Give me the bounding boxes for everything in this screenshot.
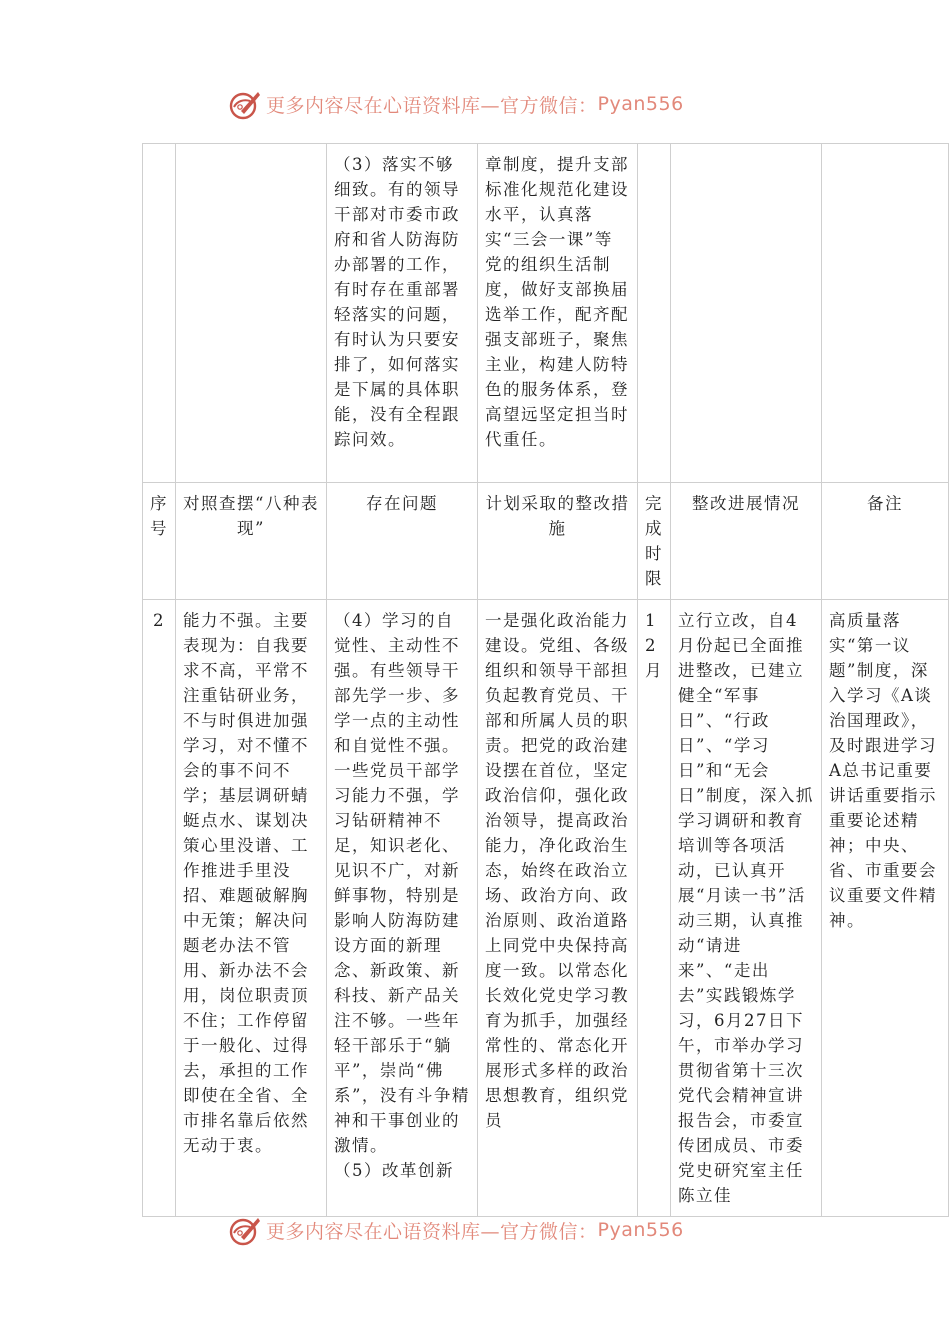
cell-seq: 2 <box>143 600 176 1217</box>
cell-seq <box>143 144 176 483</box>
cell-deadline <box>638 144 671 483</box>
cell-note <box>822 144 949 483</box>
watermark-banner-top <box>228 86 684 122</box>
cell-deadline: 12月 <box>638 600 671 1217</box>
watermark-code: Pyan556 <box>597 1219 684 1241</box>
cell-measures: 章制度，提升支部标准化规范化建设水平，认真落实“三会一课”等党的组织生活制度，做好支部换届选举工作，配齐配强支部班子，聚焦主业，构建人防特色的服务体系，登高望远坚定担当时代重任。 <box>478 144 638 483</box>
cell-expression <box>176 144 327 483</box>
header-measures: 计划采取的整改措施 <box>478 483 638 600</box>
cell-expression: 能力不强。主要表现为：自我要求不高，平常不注重钻研业务，不与时俱进加强学习，对不懂不会的事不问不学；基层调研蜻蜓点水、谋划决策心里没谱、工作推进手里没招、难题破解胸中无策；解决问题老办法不管用、新办法不会用，岗位职责顶不住；工作停留于一般化、过得去，承担的工作即使在全省、全市排名靠后依然无动于衷。 <box>176 600 327 1217</box>
table-row-continued <box>143 144 949 483</box>
header-note: 备注 <box>822 483 949 600</box>
watermark-banner-bottom <box>228 1212 684 1248</box>
pen-logo-icon <box>228 1213 262 1247</box>
header-problem: 存在问题 <box>327 483 478 600</box>
cell-problem: （3）落实不够细致。有的领导干部对市委市政府和省人防海防办部署的工作，有时存在重部署轻落实的问题，有时认为只要安排了，如何落实是下属的具体职能，没有全程跟踪问效。 <box>327 144 478 483</box>
rectification-table <box>142 143 949 1217</box>
header-seq: 序号 <box>143 483 176 600</box>
cell-problem: （4）学习的自觉性、主动性不强。有些领导干部先学一步、多学一点的主动性和自觉性不强。一些党员干部学习能力不强，学习钻研精神不足，知识老化、见识不广，对新鲜事物，特别是影响人防海防建设方面的新理念、新政策、新科技、新产品关注不够。一些年轻干部乐于“躺平”，崇尚“佛系”，没有斗争精神和干事创业的激情。 （5）改革创新 <box>327 600 478 1217</box>
cell-progress: 立行立改，自4月份起已全面推进整改，已建立健全“军事日”、“行政日”、“学习日”和“无会日”制度，深入抓学习调研和教育培训等各项活动，已认真开展“月读一书”活动三期，认真推动“请进来”、“走出去”实践锻炼学习，6月27日下午，市举办学习贯彻省第十三次党代会精神宣讲报告会，市委宣传团成员、市委党史研究室主任陈立佳 <box>671 600 822 1217</box>
header-deadline: 完成时限 <box>638 483 671 600</box>
cell-note: 高质量落实“第一议题”制度，深入学习《A谈治国理政》，及时跟进学习A总书记重要讲话重要指示重要论述精神；中央、省、市重要会议重要文件精神。 <box>822 600 949 1217</box>
header-expression: 对照查摆“八种表现” <box>176 483 327 600</box>
watermark-text: 更多内容尽在心语资料库—官方微信： <box>266 1220 598 1243</box>
header-progress: 整改进展情况 <box>671 483 822 600</box>
watermark-text: 更多内容尽在心语资料库—官方微信： <box>266 94 598 117</box>
table-row-2 <box>143 600 949 1217</box>
cell-progress <box>671 144 822 483</box>
cell-measures: 一是强化政治能力建设。党组、各级组织和领导干部担负起教育党员、干部和所属人员的职责。把党的政治建设摆在首位，坚定政治信仰，强化政治领导，提高政治能力，净化政治生态，始终在政治立场、政治方向、政治原则、政治道路上同党中央保持高度一致。以常态化长效化党史学习教育为抓手，加强经常性的、常态化开展形式多样的政治思想教育，组织党员 <box>478 600 638 1217</box>
pen-logo-icon <box>228 87 262 121</box>
watermark-code: Pyan556 <box>597 93 684 115</box>
table-header-row <box>143 483 949 600</box>
